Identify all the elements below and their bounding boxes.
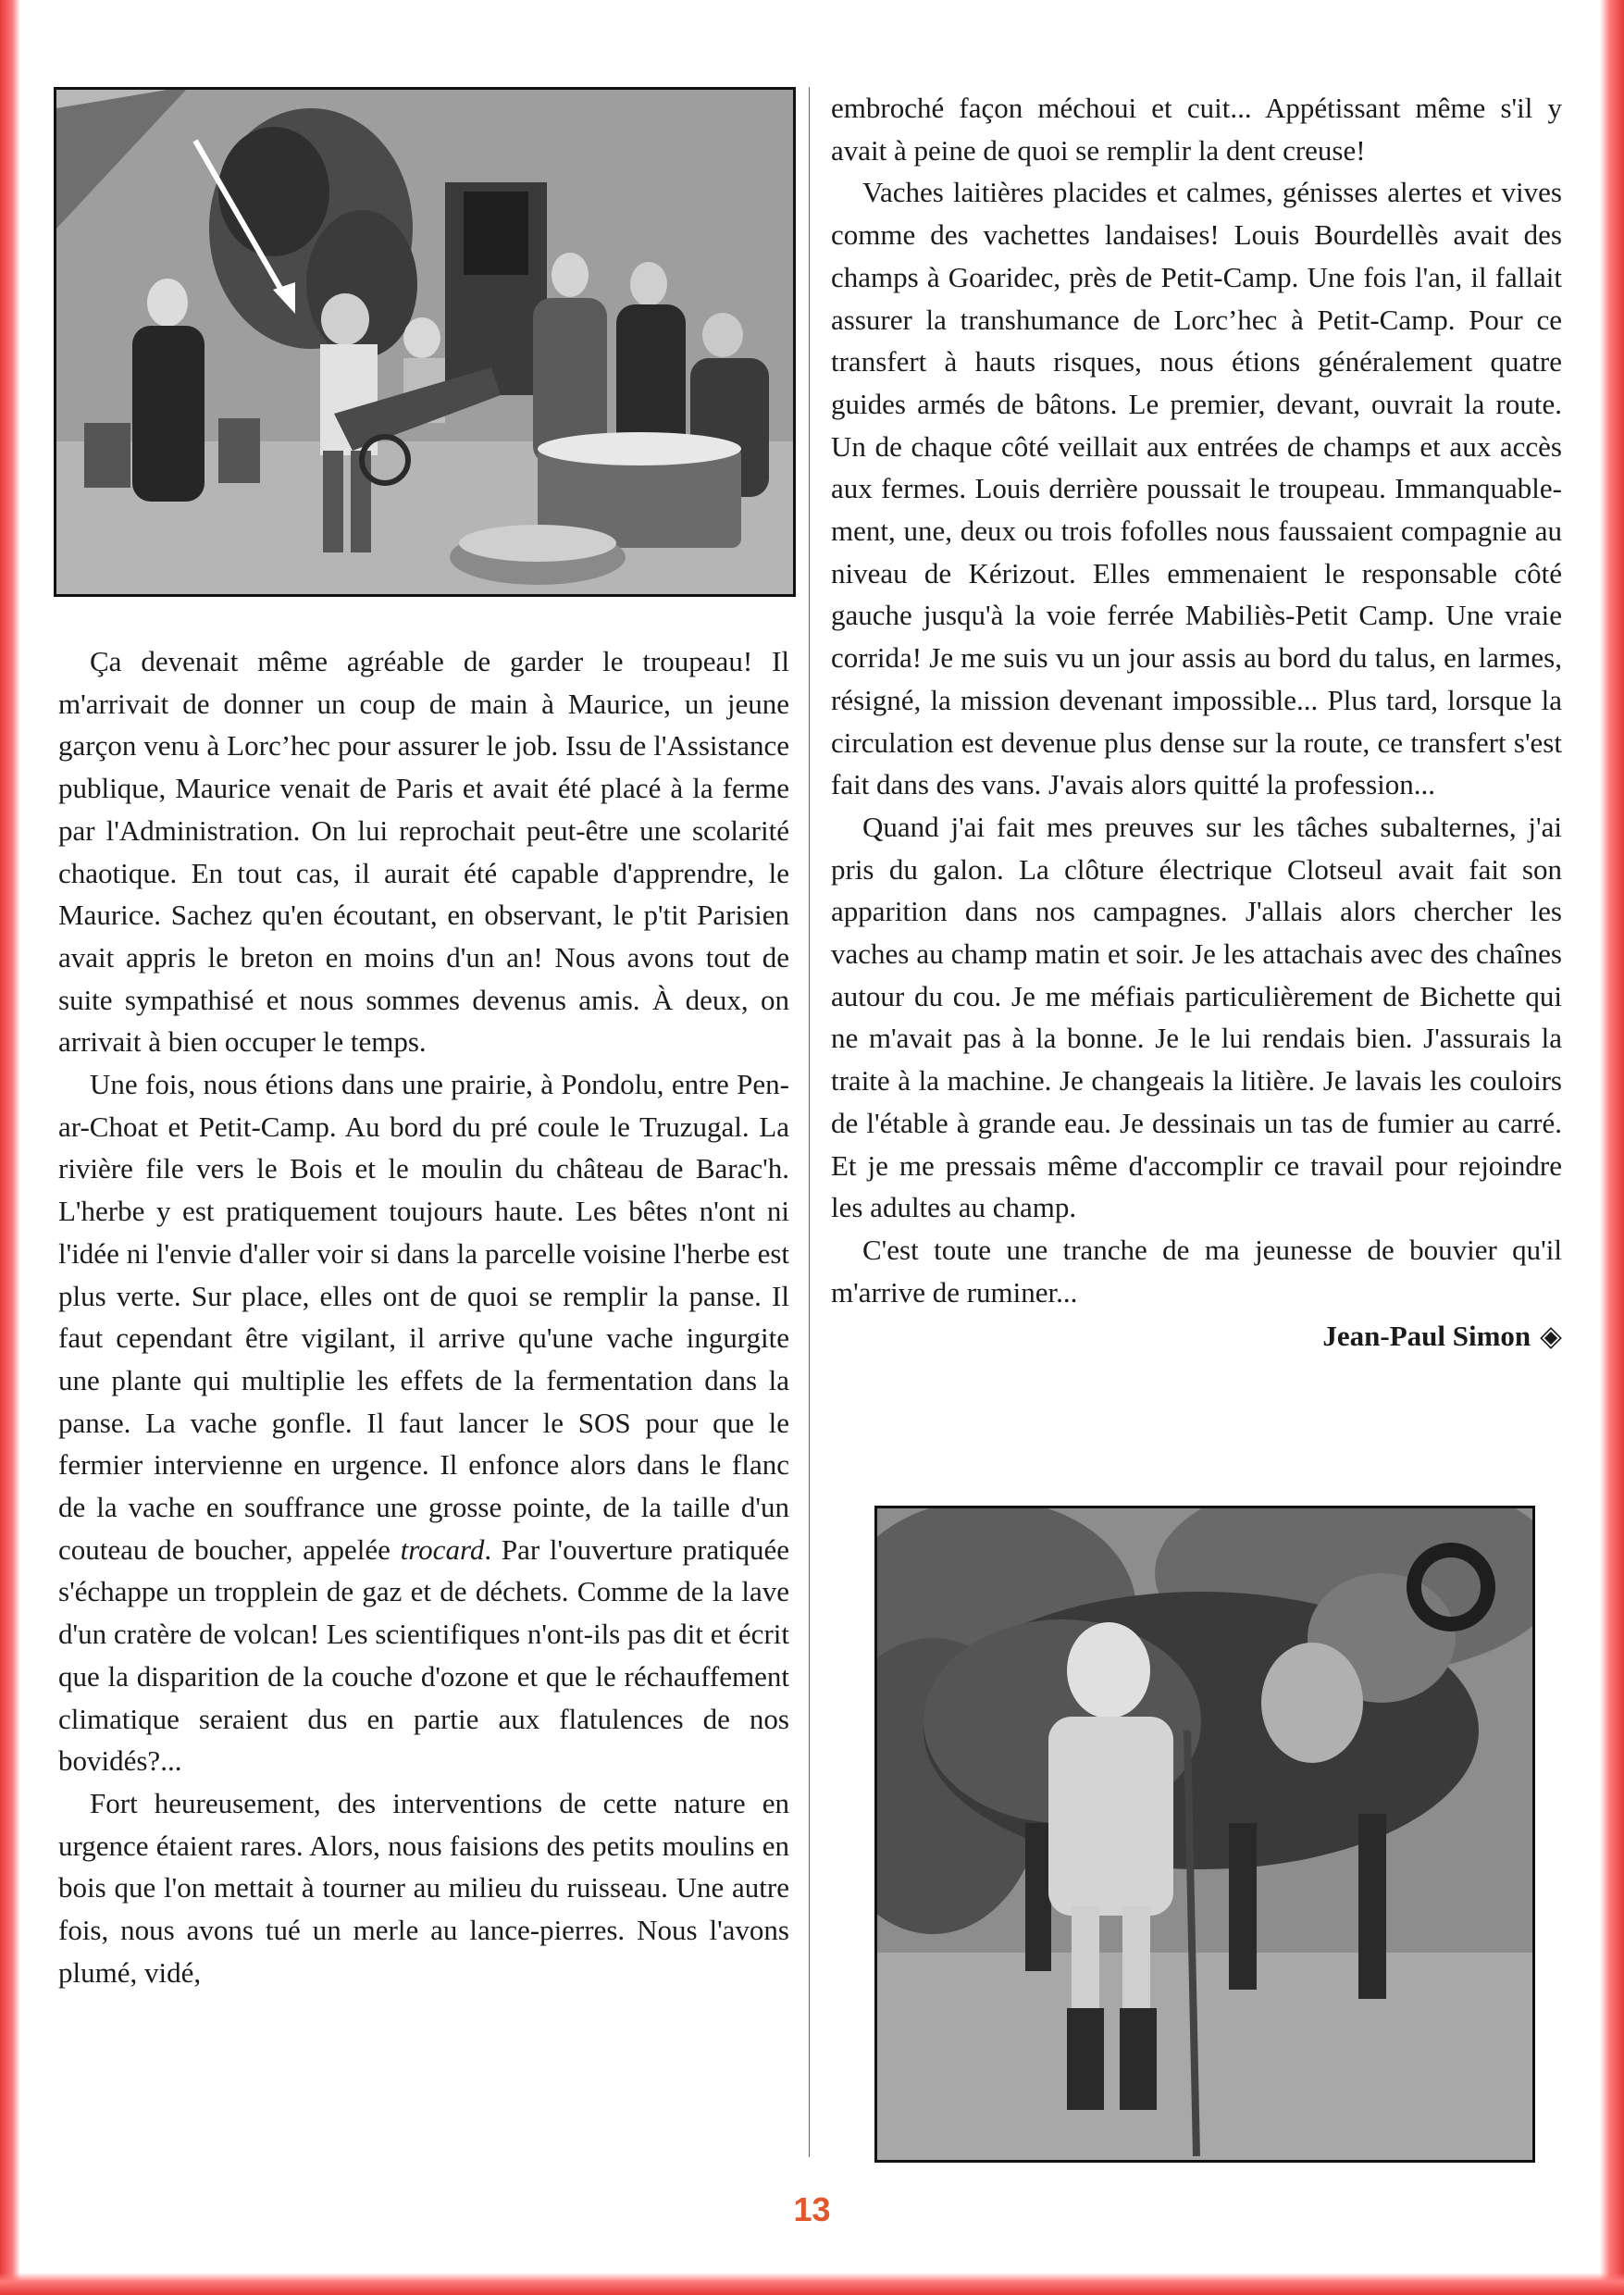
village-photo <box>54 87 796 597</box>
page-number: 13 <box>793 2190 831 2228</box>
left-border-decoration <box>0 0 20 2295</box>
paragraph: embroché façon méchoui et cuit... Appétissant même s'il y avait à peine de quoi se remplir la dent creuse! <box>831 92 1562 167</box>
village-photo-image <box>56 90 793 594</box>
left-text-column <box>58 640 789 1994</box>
right-text-column <box>831 87 1562 1358</box>
paragraph <box>58 1063 789 1782</box>
paragraph: Fort heureusement, des interventions de cette nature en urgence étaient rares. Alors, nous faisions des petits moulins en bois que l'on mettait à tourner au milieu du ruisseau. Une autre fois, nous avons tué un merle au lance-pierres. Nous l'avons plumé, vidé, <box>58 1786 789 1989</box>
paragraph: Vaches laitières placides et calmes, génisses alertes et vives comme des vachettes landaises! Louis Bourdellès avait des champs à Goaridec, près de Petit-Camp. Une fois l'an, il fallait assurer la transhumance de Lorc’hec à Petit-Camp. Pour ce transfert à hauts risques, nous étions généralement quatre guides armés de bâtons. Le premier, devant, ouvrait la route. Un de chaque côté veillait aux entrées de champs et aux accès aux fermes. Louis derrière poussait le troupeau. Immanquablement, une, deux ou trois fofolles nous faussaient compagnie au niveau de Kérizout. Elles emmenaient le responsable côté gauche jusqu'à la voie ferrée Mabiliès-Petit Camp. Une vraie corrida! Je me suis vu un jour assis au bord du talus, en larmes, résigné, la mission devenant impossible... Plus tard, lorsque la circulation est devenue plus dense sur la route, ce transfert s'est fait dans des vans. J'avais alors quitté la profession... <box>831 176 1562 801</box>
italic-term: trocard <box>400 1532 485 1566</box>
paragraph: Quand j'ai fait mes preuves sur les tâches subalternes, j'ai pris du galon. La clôture électrique Clotseul avait fait son apparition dans nos campagnes. J'allais alors chercher les vaches au champ matin et soir. Je les attachais avec des chaînes autour du cou. Je me méfiais particulièrement de Bichette qui ne m'avait pas à la bonne. Je le lui rendais bien. J'assurais la traite à la machine. Je changeais la litière. Je lavais les couloirs de l'étable à grande eau. Je dessinais un tas de fumier au carré. Et je me pressais même d'accomplir ce travail pour rejoindre les adultes au champ. <box>831 810 1562 1224</box>
column-divider <box>809 87 810 2157</box>
author-signature <box>831 1315 1562 1358</box>
paragraph-text: . Par l'ouverture pratiquée s'échappe un tropplein de gaz et de déchets. Comme de la lave d'un cratère de volcan! Les scientifiques n'ont-ils pas dit et écrit que la disparition de la couche d'ozone et que le réchauffement climatique seraient dus en partie aux flatulences de nos bovidés?... <box>58 1532 789 1778</box>
bottom-border-decoration <box>0 2273 1624 2295</box>
paragraph: C'est toute une tranche de ma jeunesse de bouvier qu'il m'arrive de ruminer... <box>831 1233 1562 1309</box>
boy-with-cow-image <box>877 1508 1532 2160</box>
right-border-decoration <box>1600 0 1624 2295</box>
end-mark-icon: ◈ <box>1540 1320 1562 1353</box>
paragraph: Ça devenait même agréable de garder le troupeau! Il m'arrivait de donner un coup de main à Maurice, un jeune garçon venu à Lorc’hec pour assurer le job. Issu de l'Assistance publique, Maurice venait de Paris et avait été placé à la ferme par l'Administration. On lui reprochait peut-être une scolarité chaotique. En tout cas, il aurait été capable d'apprendre, le Maurice. Sachez qu'en écoutant, en observant, le p'tit Parisien avait appris le breton en moins d'un an! Nous avons tout de suite sympathisé et nous sommes devenus amis. À deux, on arrivait à bien occuper le temps. <box>58 645 789 1059</box>
paragraph-text: Une fois, nous étions dans une prairie, à Pondolu, entre Pen-ar-Choat et Petit-Camp. Au bord du pré coule le Truzugal. La rivière file vers le Bois et le moulin du château de Barac'h. L'herbe y est pratiquement toujours haute. Les bêtes n'ont ni l'idée ni l'envie d'aller voir si dans la parcelle voisine l'herbe est plus verte. Sur place, elles ont de quoi se remplir la panse. Il faut cependant être vigilant, il arrive qu'une vache ingurgite une plante qui multiplie les effets de la fermentation dans la panse. La vache gonfle. Il faut lancer le SOS pour que le fermier intervienne en urgence. Il enfonce alors dans le flanc de la vache en souffrance une grosse pointe, de la taille d'un couteau de boucher, appelée <box>58 1068 789 1566</box>
author-name: Jean-Paul Simon <box>1322 1320 1531 1353</box>
boy-with-cow-photo <box>874 1506 1535 2163</box>
